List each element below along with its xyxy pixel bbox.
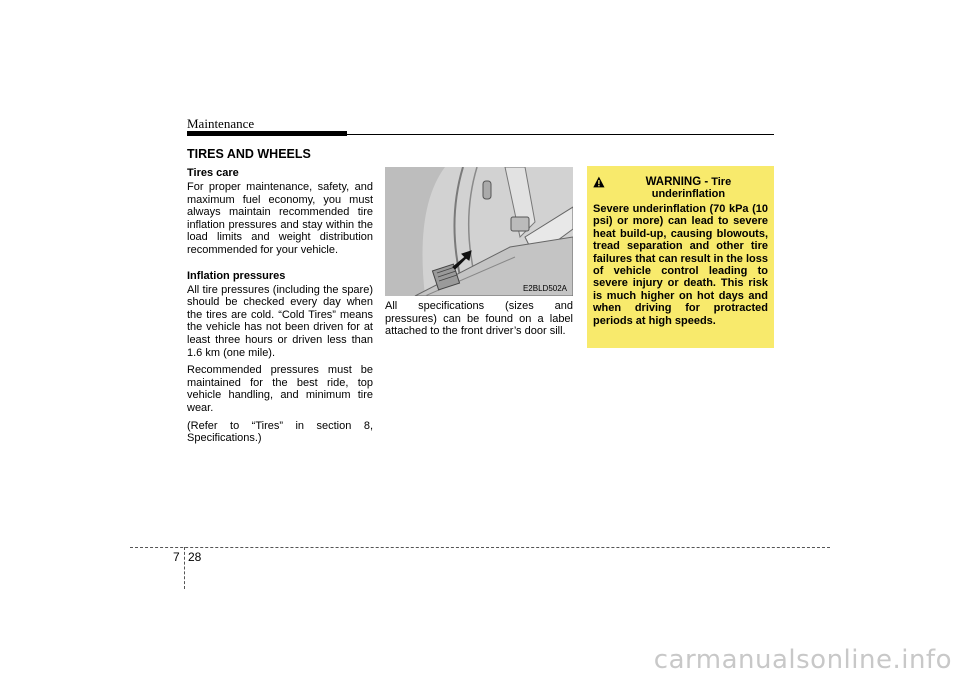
- figure-text: All specifications (sizes and pressures) can be found on a label attached to the front driver’s door sill.: [385, 300, 573, 338]
- section-title: TIRES AND WHEELS: [187, 147, 311, 161]
- watermark: carmanualsonline.info: [653, 645, 952, 675]
- warning-triangle-icon: [593, 176, 605, 188]
- warning-box: [587, 166, 774, 348]
- header-rule: [187, 134, 774, 135]
- left-column: [187, 167, 373, 450]
- figure-caption: E2BLD502A: [522, 284, 567, 293]
- inflation-paragraph-3: (Refer to “Tires” in section 8, Specifications.): [187, 419, 373, 445]
- inflation-heading: Inflation pressures: [187, 269, 286, 282]
- warning-label: WARNING -: [645, 176, 709, 188]
- warning-body: Severe underinflation (70 kPa (10 psi) or more) can lead to severe heat build-up, causing blowouts, tread separation and other tire failures that can result in the loss of vehicle control leading to severe injury or death. This risk is much higher on hot days and when driving for protracted periods at high speeds.: [593, 203, 768, 327]
- footer-rule: [130, 547, 830, 548]
- footer-divider: [184, 547, 185, 589]
- page-number: 28: [188, 550, 202, 564]
- tires-care-heading: Tires care: [187, 167, 239, 179]
- door-sill-drawing: [385, 167, 573, 296]
- inflation-paragraph-2: Recommended pressures must be maintained for the best ride, top vehicle handling, and minimum tire wear.: [187, 364, 373, 414]
- warning-header: [593, 176, 768, 200]
- chapter-number: 7: [173, 550, 180, 564]
- warning-subject: Tire underinflation: [651, 176, 732, 200]
- tires-care-body: For proper maintenance, safety, and maximum fuel economy, you must always maintain recommended tire inflation pressures and stay within the load limits and weight distribution recommended for your vehicle.: [187, 181, 373, 256]
- door-sill-label-illustration: [385, 167, 573, 296]
- header-title: Maintenance: [187, 116, 255, 131]
- inflation-paragraph-1: All tire pressures (including the spare) should be checked every day when the tires are cold. “Cold Tires” means the vehicle has not been driven for at least three hours or driven less than 1.6 km (one mile).: [187, 283, 373, 359]
